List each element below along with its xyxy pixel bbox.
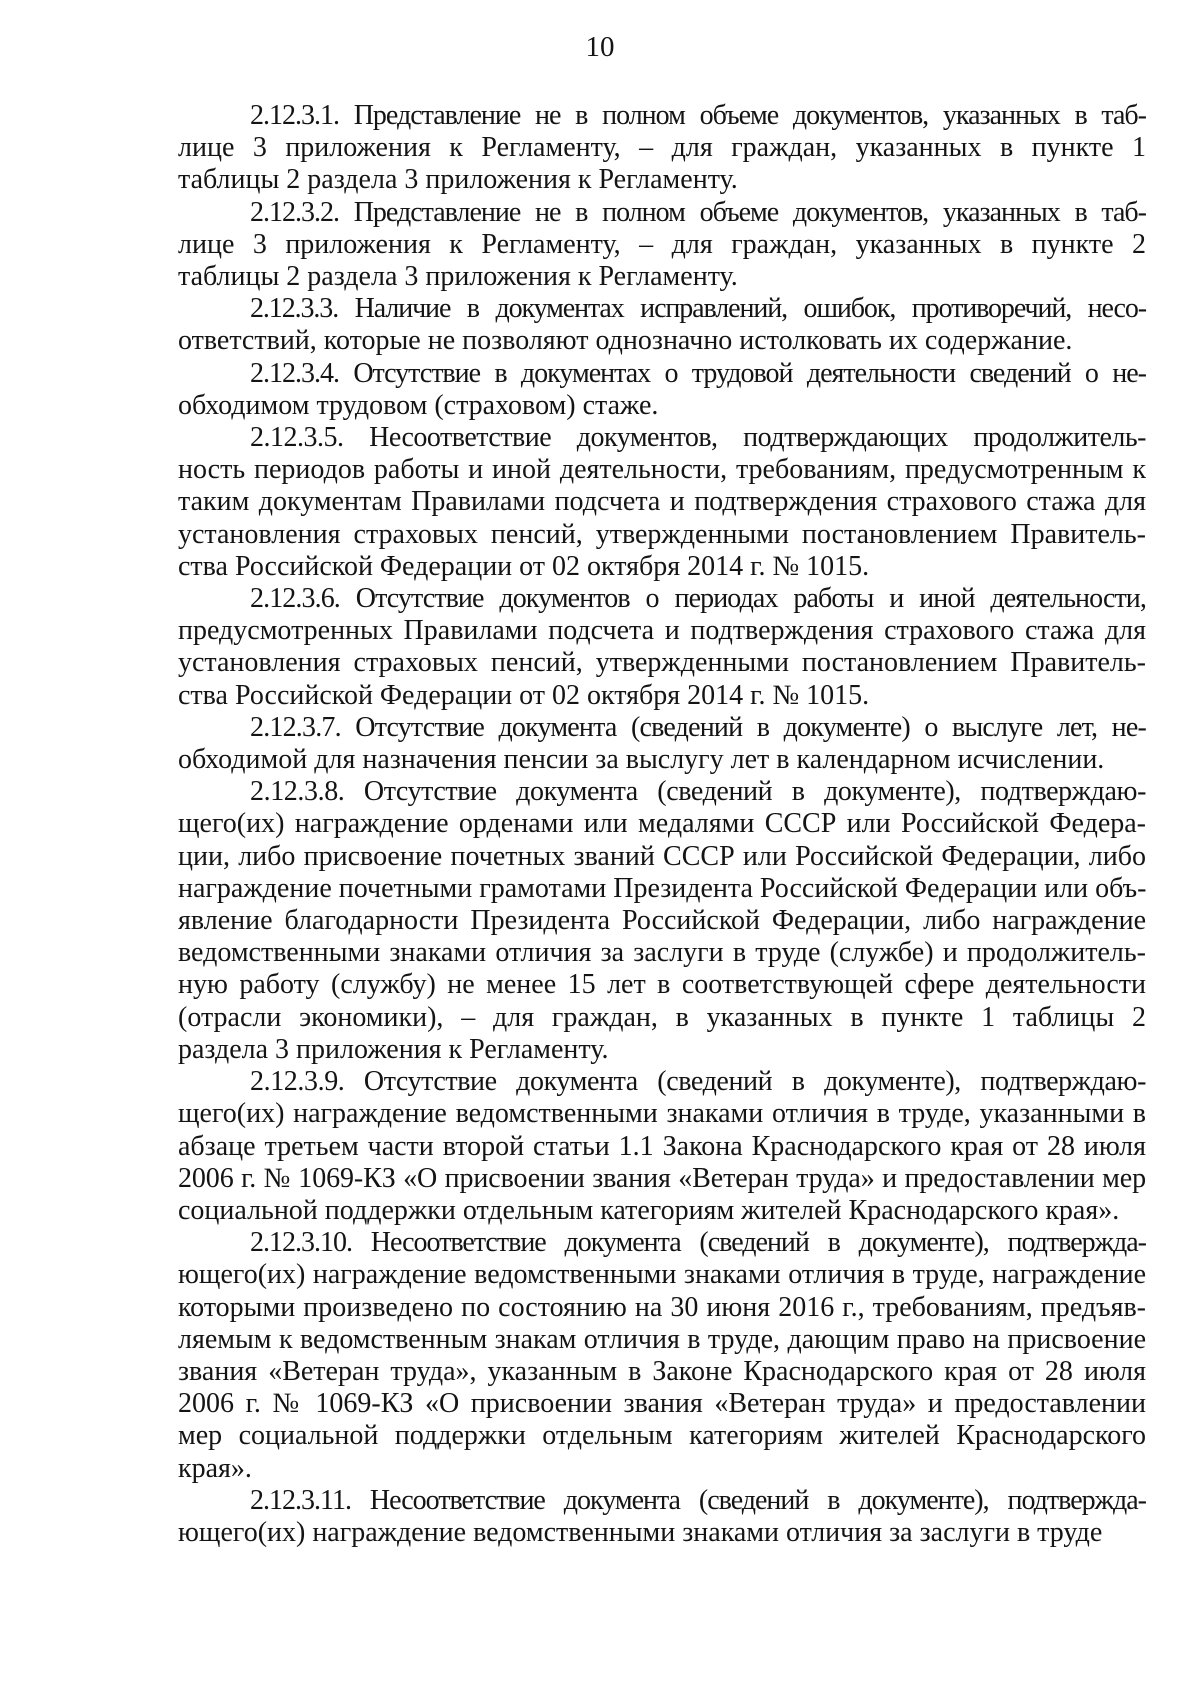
paragraph-2-12-3-6 [178, 583, 1146, 712]
paragraph-line: ляемым к ведомственным знакам отличия в труде, дающим право на присвоение [178, 1323, 1146, 1355]
paragraph-2-12-3-10 [178, 1227, 1146, 1485]
paragraph-line: установления страховых пенсий, утвержденными постановлением Правитель- [178, 518, 1146, 550]
paragraph-2-12-3-9 [178, 1066, 1146, 1227]
paragraph-2-12-3-3 [178, 293, 1146, 357]
paragraph-line: мер социальной поддержки отдельным категориям жителей Краснодарского [178, 1420, 1146, 1452]
paragraph-line: раздела 3 приложения к Регламенту. [178, 1033, 609, 1065]
paragraph-line: 2006 г. № 1069-КЗ «О присвоении звания «Ветеран труда» и предоставлении мер [178, 1162, 1146, 1194]
paragraph-line: обходимой для назначения пенсии за выслугу лет в календарном исчислении. [178, 744, 1105, 776]
paragraph-line: ответствий, которые не позволяют однозначно истолковать их содержание. [178, 325, 1073, 357]
paragraph-line: лице 3 приложения к Регламенту, – для граждан, указанных в пункте 2 [178, 228, 1146, 260]
paragraph-line: явление благодарности Президента Российской Федерации, либо награждение [178, 905, 1146, 937]
paragraph-line: лице 3 приложения к Регламенту, – для граждан, указанных в пункте 1 [178, 132, 1146, 164]
paragraph-line: социальной поддержки отдельным категориям жителей Краснодарского края». [178, 1194, 1120, 1226]
document-body [178, 100, 1146, 1549]
paragraph-line: 2006 г. № 1069-КЗ «О присвоении звания «Ветеран труда» и предоставлении [178, 1388, 1146, 1420]
paragraph-2-12-3-5 [178, 422, 1146, 583]
paragraph-line: абзаце третьем части второй статьи 1.1 Закона Краснодарского края от 28 июля [178, 1130, 1146, 1162]
paragraph-2-12-3-8 [178, 776, 1146, 1066]
paragraph-line: ность периодов работы и иной деятельности, требованиям, предусмотренным к [178, 454, 1146, 486]
paragraph-line: щего(их) награждение ведомственными знаками отличия в труде, указанными в [178, 1098, 1146, 1130]
paragraph-line: ства Российской Федерации от 02 октября 2014 г. № 1015. [178, 550, 870, 582]
paragraph-line: ведомственными знаками отличия за заслуги в труде (службе) и продолжитель- [178, 937, 1146, 969]
paragraph-line: 2.12.3.11. Несоответствие документа (сведений в документе), подтвержда- [250, 1484, 1146, 1516]
paragraph-line: 2.12.3.5. Несоответствие документов, подтверждающих продолжитель- [250, 422, 1146, 454]
paragraph-line: 2.12.3.6. Отсутствие документов о периодах работы и иной деятельности, [250, 583, 1146, 615]
paragraph-line: щего(их) награждение орденами или медалями СССР или Российской Федера- [178, 808, 1146, 840]
paragraph-line: 2.12.3.9. Отсутствие документа (сведений в документе), подтверждаю- [250, 1066, 1146, 1098]
paragraph-line: 2.12.3.4. Отсутствие в документах о трудовой деятельности сведений о не- [250, 357, 1146, 389]
paragraph-line: ции, либо присвоение почетных званий СССР или Российской Федерации, либо [178, 840, 1146, 872]
paragraph-line: края». [178, 1452, 252, 1484]
paragraph-2-12-3-7 [178, 712, 1146, 776]
paragraph-line: 2.12.3.3. Наличие в документах исправлений, ошибок, противоречий, несо- [250, 293, 1146, 325]
paragraph-line: награждение почетными грамотами Президента Российской Федерации или объ- [178, 872, 1147, 904]
paragraph-line: звания «Ветеран труда», указанным в Законе Краснодарского края от 28 июля [178, 1355, 1146, 1387]
paragraph-line: (отрасли экономики), – для граждан, в указанных в пункте 1 таблицы 2 [178, 1001, 1146, 1033]
paragraph-2-12-3-4 [178, 358, 1146, 422]
paragraph-line: таблицы 2 раздела 3 приложения к Регламенту. [178, 164, 738, 196]
paragraph-line: 2.12.3.1. Представление не в полном объеме документов, указанных в таб- [250, 100, 1146, 131]
paragraph-line: ющего(их) награждение ведомственными знаками отличия в труде, награждение [178, 1259, 1146, 1291]
paragraph-line: ющего(их) награждение ведомственными знаками отличия за заслуги в труде [178, 1516, 1103, 1548]
paragraph-line: 2.12.3.7. Отсутствие документа (сведений в документе) о выслуге лет, не- [250, 711, 1146, 743]
paragraph-line: таким документам Правилами подсчета и подтверждения страхового стажа для [178, 486, 1146, 518]
paragraph-2-12-3-1 [178, 100, 1146, 197]
paragraph-line: которыми произведено по состоянию на 30 июня 2016 г., требованиям, предъяв- [178, 1291, 1146, 1323]
paragraph-2-12-3-2 [178, 197, 1146, 294]
page-number: 10 [585, 31, 615, 63]
paragraph-line: предусмотренных Правилами подсчета и подтверждения страхового стажа для [178, 615, 1146, 647]
paragraph-2-12-3-11 [178, 1485, 1146, 1549]
paragraph-line: обходимом трудовом (страховом) стаже. [178, 389, 659, 421]
paragraph-line: ства Российской Федерации от 02 октября 2014 г. № 1015. [178, 679, 870, 711]
paragraph-line: 2.12.3.10. Несоответствие документа (сведений в документе), подтвержда- [250, 1227, 1146, 1259]
paragraph-line: установления страховых пенсий, утвержденными постановлением Правитель- [178, 647, 1146, 679]
paragraph-line: 2.12.3.8. Отсутствие документа (сведений в документе), подтверждаю- [250, 776, 1146, 808]
paragraph-line: 2.12.3.2. Представление не в полном объеме документов, указанных в таб- [250, 196, 1146, 228]
paragraph-line: таблицы 2 раздела 3 приложения к Регламенту. [178, 261, 738, 293]
paragraph-line: ную работу (службу) не менее 15 лет в соответствующей сфере деятельности [178, 969, 1146, 1001]
